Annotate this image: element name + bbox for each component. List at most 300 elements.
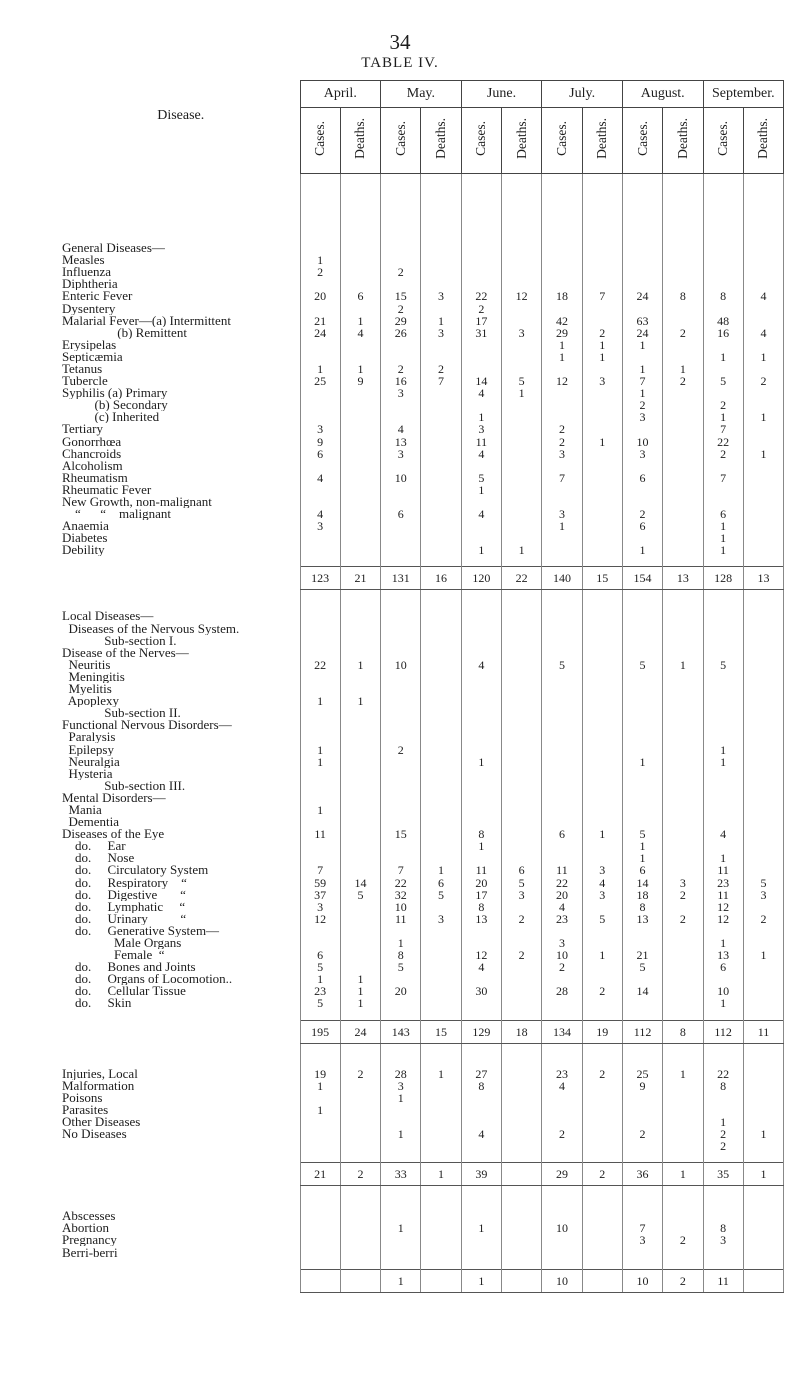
deaths-cell bbox=[340, 484, 380, 496]
spacer-cell bbox=[502, 556, 542, 567]
deaths-cell bbox=[502, 792, 542, 804]
table-row bbox=[62, 1140, 784, 1152]
table-row bbox=[62, 436, 784, 448]
spacer-row bbox=[62, 1259, 784, 1270]
cases-cell: 1 bbox=[542, 339, 582, 351]
cases-cell bbox=[703, 623, 743, 635]
spacer-row bbox=[62, 1152, 784, 1163]
cases-cell: 3 bbox=[300, 423, 340, 435]
deaths-cell: 1 bbox=[502, 544, 542, 556]
cases-cell: 11 bbox=[381, 913, 421, 925]
deaths-cell bbox=[743, 387, 783, 399]
row-label: Rheumatic Fever bbox=[62, 483, 152, 496]
row-label: Septicæmia bbox=[62, 350, 123, 363]
deaths-cell bbox=[502, 1080, 542, 1092]
cases-cell bbox=[542, 804, 582, 816]
total-cell bbox=[582, 1269, 622, 1292]
row-label: Local Diseases— bbox=[62, 610, 154, 623]
table-row bbox=[62, 472, 784, 484]
deaths-cell bbox=[663, 768, 703, 780]
deaths-cell bbox=[582, 1210, 622, 1222]
deaths-cell bbox=[663, 816, 703, 828]
cases-cell bbox=[300, 925, 340, 937]
cases-cell bbox=[300, 532, 340, 544]
cases-cell bbox=[622, 731, 662, 743]
total-label bbox=[62, 1020, 300, 1043]
total-cell: 1 bbox=[461, 1269, 501, 1292]
cases-cell: 3 bbox=[622, 1234, 662, 1246]
spacer-cell bbox=[622, 1186, 662, 1211]
deaths-cell bbox=[421, 496, 461, 508]
deaths-cell bbox=[340, 387, 380, 399]
deaths-cell bbox=[582, 266, 622, 278]
deaths-cell bbox=[502, 520, 542, 532]
spacer-row bbox=[62, 1010, 784, 1021]
spacer-cell bbox=[502, 174, 542, 243]
cases-cell bbox=[381, 756, 421, 768]
deaths-cell bbox=[743, 743, 783, 755]
cases-cell bbox=[300, 1210, 340, 1222]
cases-cell bbox=[622, 460, 662, 472]
deaths-cell bbox=[502, 448, 542, 460]
cases-cell: 13 bbox=[703, 949, 743, 961]
cases-cell bbox=[300, 1246, 340, 1258]
row-label: do. Ear bbox=[62, 840, 126, 853]
cases-cell bbox=[542, 254, 582, 266]
month-header: May. bbox=[381, 81, 462, 108]
total-cell: 140 bbox=[542, 567, 582, 590]
deaths-cell: 2 bbox=[582, 1068, 622, 1080]
cases-cell bbox=[703, 484, 743, 496]
spacer-cell bbox=[582, 174, 622, 243]
cases-cell: 42 bbox=[542, 315, 582, 327]
cases-cell bbox=[300, 1116, 340, 1128]
cases-header bbox=[622, 108, 662, 174]
deaths-cell bbox=[340, 828, 380, 840]
cases-cell: 16 bbox=[703, 327, 743, 339]
spacer-cell bbox=[502, 1259, 542, 1270]
spacer-cell bbox=[461, 1010, 501, 1021]
cases-cell bbox=[461, 339, 501, 351]
cases-cell: 1 bbox=[461, 1222, 501, 1234]
table-row bbox=[62, 423, 784, 435]
table-row bbox=[62, 399, 784, 411]
deaths-cell bbox=[502, 1104, 542, 1116]
row-label: (b) Remittent bbox=[62, 326, 187, 339]
deaths-cell bbox=[663, 302, 703, 314]
deaths-cell bbox=[421, 1140, 461, 1152]
cases-cell: 1 bbox=[300, 695, 340, 707]
cases-cell bbox=[542, 647, 582, 659]
deaths-cell: 2 bbox=[502, 913, 542, 925]
deaths-cell bbox=[502, 804, 542, 816]
cases-cell: 27 bbox=[461, 1068, 501, 1080]
deaths-cell bbox=[582, 532, 622, 544]
spacer-cell bbox=[62, 1010, 300, 1021]
deaths-cell bbox=[743, 864, 783, 876]
deaths-cell bbox=[421, 901, 461, 913]
spacer-cell bbox=[743, 1152, 783, 1163]
cases-cell: 23 bbox=[300, 985, 340, 997]
deaths-cell bbox=[502, 925, 542, 937]
spacer-cell bbox=[622, 590, 662, 611]
deaths-cell bbox=[743, 695, 783, 707]
deaths-cell bbox=[663, 647, 703, 659]
cases-cell bbox=[381, 707, 421, 719]
cases-cell: 7 bbox=[300, 864, 340, 876]
total-cell bbox=[502, 1163, 542, 1186]
deaths-cell bbox=[582, 242, 622, 254]
cases-cell: 63 bbox=[622, 315, 662, 327]
cases-cell: 1 bbox=[703, 520, 743, 532]
cases-cell bbox=[461, 997, 501, 1009]
cases-cell: 18 bbox=[542, 290, 582, 302]
cases-cell: 2 bbox=[381, 266, 421, 278]
deaths-cell bbox=[663, 1210, 703, 1222]
cases-cell: 5 bbox=[622, 961, 662, 973]
deaths-cell: 6 bbox=[340, 290, 380, 302]
table-row bbox=[62, 520, 784, 532]
deaths-cell bbox=[340, 743, 380, 755]
cases-cell bbox=[461, 1104, 501, 1116]
spacer-cell bbox=[340, 1043, 380, 1068]
cases-cell: 10 bbox=[542, 949, 582, 961]
cases-cell: 4 bbox=[461, 1128, 501, 1140]
cases-cell bbox=[461, 647, 501, 659]
deaths-cell bbox=[421, 768, 461, 780]
table-row bbox=[62, 278, 784, 290]
total-cell: 120 bbox=[461, 567, 501, 590]
deaths-cell bbox=[502, 508, 542, 520]
table-row bbox=[62, 496, 784, 508]
total-row bbox=[62, 1269, 784, 1292]
cases-cell: 3 bbox=[300, 901, 340, 913]
cases-cell bbox=[300, 1128, 340, 1140]
cases-cell bbox=[461, 804, 501, 816]
cases-cell: 4 bbox=[542, 901, 582, 913]
spacer-cell bbox=[582, 556, 622, 567]
total-row bbox=[62, 1163, 784, 1186]
deaths-cell bbox=[663, 1128, 703, 1140]
spacer-cell bbox=[62, 556, 300, 567]
deaths-cell bbox=[743, 1104, 783, 1116]
deaths-cell bbox=[340, 520, 380, 532]
deaths-header bbox=[582, 108, 622, 174]
deaths-cell bbox=[340, 532, 380, 544]
table-body bbox=[62, 174, 784, 1293]
cases-cell bbox=[381, 610, 421, 622]
deaths-cell bbox=[582, 792, 622, 804]
cases-cell: 7 bbox=[703, 472, 743, 484]
cases-cell: 28 bbox=[542, 985, 582, 997]
cases-cell bbox=[703, 254, 743, 266]
deaths-cell bbox=[421, 472, 461, 484]
sub-header-row bbox=[62, 108, 784, 174]
cases-cell bbox=[622, 695, 662, 707]
total-label bbox=[62, 1163, 300, 1186]
cases-cell: 11 bbox=[461, 436, 501, 448]
cases-cell bbox=[381, 339, 421, 351]
spacer-cell bbox=[663, 590, 703, 611]
deaths-cell: 3 bbox=[582, 889, 622, 901]
table-row bbox=[62, 363, 784, 375]
spacer-cell bbox=[502, 1043, 542, 1068]
cases-cell bbox=[703, 635, 743, 647]
cases-cell bbox=[542, 1234, 582, 1246]
cases-label: Cases. bbox=[715, 121, 731, 156]
row-label: Alcoholism bbox=[62, 459, 123, 472]
cases-cell: 6 bbox=[542, 828, 582, 840]
deaths-cell: 1 bbox=[421, 315, 461, 327]
deaths-cell bbox=[421, 949, 461, 961]
deaths-cell bbox=[421, 997, 461, 1009]
cases-cell bbox=[381, 804, 421, 816]
deaths-cell bbox=[582, 804, 622, 816]
cases-cell: 1 bbox=[622, 756, 662, 768]
table-row bbox=[62, 411, 784, 423]
deaths-cell bbox=[421, 840, 461, 852]
table-row bbox=[62, 780, 784, 792]
deaths-cell: 2 bbox=[663, 375, 703, 387]
cases-cell: 1 bbox=[461, 411, 501, 423]
deaths-cell: 3 bbox=[582, 375, 622, 387]
cases-cell: 2 bbox=[703, 1128, 743, 1140]
row-label: Gonorrhœa bbox=[62, 435, 122, 448]
table-row bbox=[62, 889, 784, 901]
deaths-cell bbox=[663, 901, 703, 913]
deaths-cell bbox=[582, 1104, 622, 1116]
deaths-cell bbox=[340, 816, 380, 828]
table-row bbox=[62, 756, 784, 768]
deaths-cell bbox=[502, 743, 542, 755]
cases-cell bbox=[381, 1140, 421, 1152]
table-row bbox=[62, 1116, 784, 1128]
cases-cell bbox=[461, 242, 501, 254]
cases-cell bbox=[542, 1104, 582, 1116]
table-row bbox=[62, 695, 784, 707]
cases-cell bbox=[622, 647, 662, 659]
cases-cell: 5 bbox=[461, 472, 501, 484]
cases-cell: 3 bbox=[542, 937, 582, 949]
cases-cell bbox=[300, 647, 340, 659]
cases-cell bbox=[300, 731, 340, 743]
deaths-cell: 3 bbox=[743, 889, 783, 901]
deaths-cell: 1 bbox=[502, 387, 542, 399]
cases-cell bbox=[300, 544, 340, 556]
deaths-cell: 3 bbox=[582, 864, 622, 876]
deaths-cell bbox=[340, 707, 380, 719]
cases-cell: 2 bbox=[381, 743, 421, 755]
cases-cell bbox=[703, 719, 743, 731]
cases-cell bbox=[461, 695, 501, 707]
cases-cell: 12 bbox=[461, 949, 501, 961]
table-row bbox=[62, 635, 784, 647]
cases-cell: 37 bbox=[300, 889, 340, 901]
cases-cell bbox=[542, 387, 582, 399]
deaths-cell bbox=[421, 985, 461, 997]
table-row bbox=[62, 877, 784, 889]
cases-cell bbox=[542, 780, 582, 792]
cases-cell: 20 bbox=[542, 889, 582, 901]
deaths-cell bbox=[502, 302, 542, 314]
deaths-cell bbox=[340, 1104, 380, 1116]
table-row bbox=[62, 1246, 784, 1258]
row-label: Functional Nervous Disorders— bbox=[62, 719, 232, 732]
deaths-cell bbox=[663, 695, 703, 707]
row-label: Injuries, Local bbox=[62, 1067, 138, 1080]
spacer-cell bbox=[62, 1259, 300, 1270]
deaths-cell bbox=[582, 1080, 622, 1092]
cases-cell: 3 bbox=[703, 1234, 743, 1246]
deaths-cell bbox=[421, 683, 461, 695]
deaths-cell bbox=[340, 460, 380, 472]
deaths-cell bbox=[582, 411, 622, 423]
deaths-cell bbox=[582, 610, 622, 622]
deaths-cell bbox=[340, 610, 380, 622]
row-label: General Diseases— bbox=[62, 242, 165, 255]
deaths-cell bbox=[340, 731, 380, 743]
cases-cell bbox=[542, 840, 582, 852]
cases-cell: 4 bbox=[461, 961, 501, 973]
cases-cell bbox=[542, 756, 582, 768]
row-label: do. Digestive “ bbox=[62, 888, 186, 901]
deaths-cell bbox=[582, 659, 622, 671]
cases-cell bbox=[300, 1234, 340, 1246]
total-cell: 129 bbox=[461, 1020, 501, 1043]
cases-cell: 8 bbox=[703, 1080, 743, 1092]
spacer-cell bbox=[300, 590, 340, 611]
deaths-cell bbox=[502, 610, 542, 622]
cases-cell: 1 bbox=[461, 756, 501, 768]
cases-cell bbox=[461, 768, 501, 780]
cases-cell bbox=[622, 719, 662, 731]
spacer-cell bbox=[663, 1259, 703, 1270]
table-row bbox=[62, 659, 784, 671]
cases-cell bbox=[381, 484, 421, 496]
spacer-cell bbox=[663, 556, 703, 567]
cases-cell: 10 bbox=[381, 659, 421, 671]
deaths-cell bbox=[340, 242, 380, 254]
cases-cell bbox=[542, 460, 582, 472]
cases-cell bbox=[461, 1234, 501, 1246]
cases-cell: 1 bbox=[703, 532, 743, 544]
deaths-cell bbox=[582, 925, 622, 937]
cases-cell bbox=[300, 840, 340, 852]
cases-cell: 6 bbox=[381, 508, 421, 520]
deaths-cell: 2 bbox=[582, 985, 622, 997]
deaths-cell bbox=[663, 937, 703, 949]
deaths-header bbox=[743, 108, 783, 174]
cases-cell: 59 bbox=[300, 877, 340, 889]
deaths-cell bbox=[582, 780, 622, 792]
deaths-cell bbox=[582, 1140, 622, 1152]
deaths-cell bbox=[663, 707, 703, 719]
month-header: June. bbox=[461, 81, 542, 108]
row-label: Abscesses bbox=[62, 1210, 116, 1223]
deaths-cell bbox=[502, 647, 542, 659]
cases-cell bbox=[461, 635, 501, 647]
cases-cell: 1 bbox=[381, 1222, 421, 1234]
total-cell: 13 bbox=[663, 567, 703, 590]
deaths-cell bbox=[502, 756, 542, 768]
row-label: do. Nose bbox=[62, 852, 135, 865]
deaths-cell bbox=[340, 780, 380, 792]
row-label: Debility bbox=[62, 544, 105, 557]
row-label: Mental Disorders— bbox=[62, 791, 166, 804]
cases-cell: 1 bbox=[461, 840, 501, 852]
cases-header bbox=[542, 108, 582, 174]
spacer-cell bbox=[743, 1010, 783, 1021]
cases-cell bbox=[300, 484, 340, 496]
total-cell: 154 bbox=[622, 567, 662, 590]
deaths-cell: 2 bbox=[663, 913, 703, 925]
spacer-cell bbox=[340, 1186, 380, 1211]
cases-cell bbox=[622, 683, 662, 695]
deaths-cell bbox=[743, 266, 783, 278]
cases-cell bbox=[461, 254, 501, 266]
spacer-cell bbox=[300, 1259, 340, 1270]
spacer-cell bbox=[502, 1186, 542, 1211]
total-cell: 112 bbox=[622, 1020, 662, 1043]
cases-cell bbox=[461, 707, 501, 719]
cases-cell bbox=[622, 780, 662, 792]
cases-cell: 10 bbox=[542, 1222, 582, 1234]
deaths-cell bbox=[582, 1092, 622, 1104]
header-corner bbox=[62, 81, 300, 108]
deaths-cell bbox=[340, 1234, 380, 1246]
deaths-cell bbox=[421, 828, 461, 840]
cases-cell: 24 bbox=[622, 290, 662, 302]
cases-cell bbox=[381, 399, 421, 411]
deaths-cell bbox=[743, 472, 783, 484]
deaths-cell bbox=[502, 1068, 542, 1080]
row-label: Disease of the Nerves— bbox=[62, 646, 189, 659]
deaths-cell bbox=[421, 460, 461, 472]
spacer-cell bbox=[421, 1259, 461, 1270]
cases-cell bbox=[461, 1092, 501, 1104]
row-label: do. Respiratory “ bbox=[62, 876, 187, 889]
deaths-cell bbox=[663, 1092, 703, 1104]
deaths-cell bbox=[340, 719, 380, 731]
total-label bbox=[62, 567, 300, 590]
deaths-cell bbox=[582, 315, 622, 327]
cases-cell: 12 bbox=[703, 901, 743, 913]
deaths-cell bbox=[340, 901, 380, 913]
deaths-cell bbox=[340, 448, 380, 460]
deaths-cell bbox=[743, 1210, 783, 1222]
total-cell: 195 bbox=[300, 1020, 340, 1043]
deaths-cell bbox=[502, 423, 542, 435]
cases-label: Cases. bbox=[553, 121, 569, 156]
deaths-cell bbox=[502, 671, 542, 683]
deaths-cell bbox=[582, 387, 622, 399]
deaths-cell bbox=[421, 659, 461, 671]
row-label: Male Organs bbox=[62, 936, 182, 950]
cases-cell: 8 bbox=[461, 1080, 501, 1092]
cases-cell: 26 bbox=[381, 327, 421, 339]
cases-cell bbox=[300, 302, 340, 314]
table-row bbox=[62, 719, 784, 731]
total-cell: 15 bbox=[582, 567, 622, 590]
deaths-cell bbox=[743, 242, 783, 254]
deaths-cell bbox=[502, 683, 542, 695]
cases-cell bbox=[542, 266, 582, 278]
total-cell: 35 bbox=[703, 1163, 743, 1186]
total-cell: 8 bbox=[663, 1020, 703, 1043]
cases-cell bbox=[461, 780, 501, 792]
deaths-cell bbox=[421, 254, 461, 266]
deaths-cell bbox=[743, 985, 783, 997]
